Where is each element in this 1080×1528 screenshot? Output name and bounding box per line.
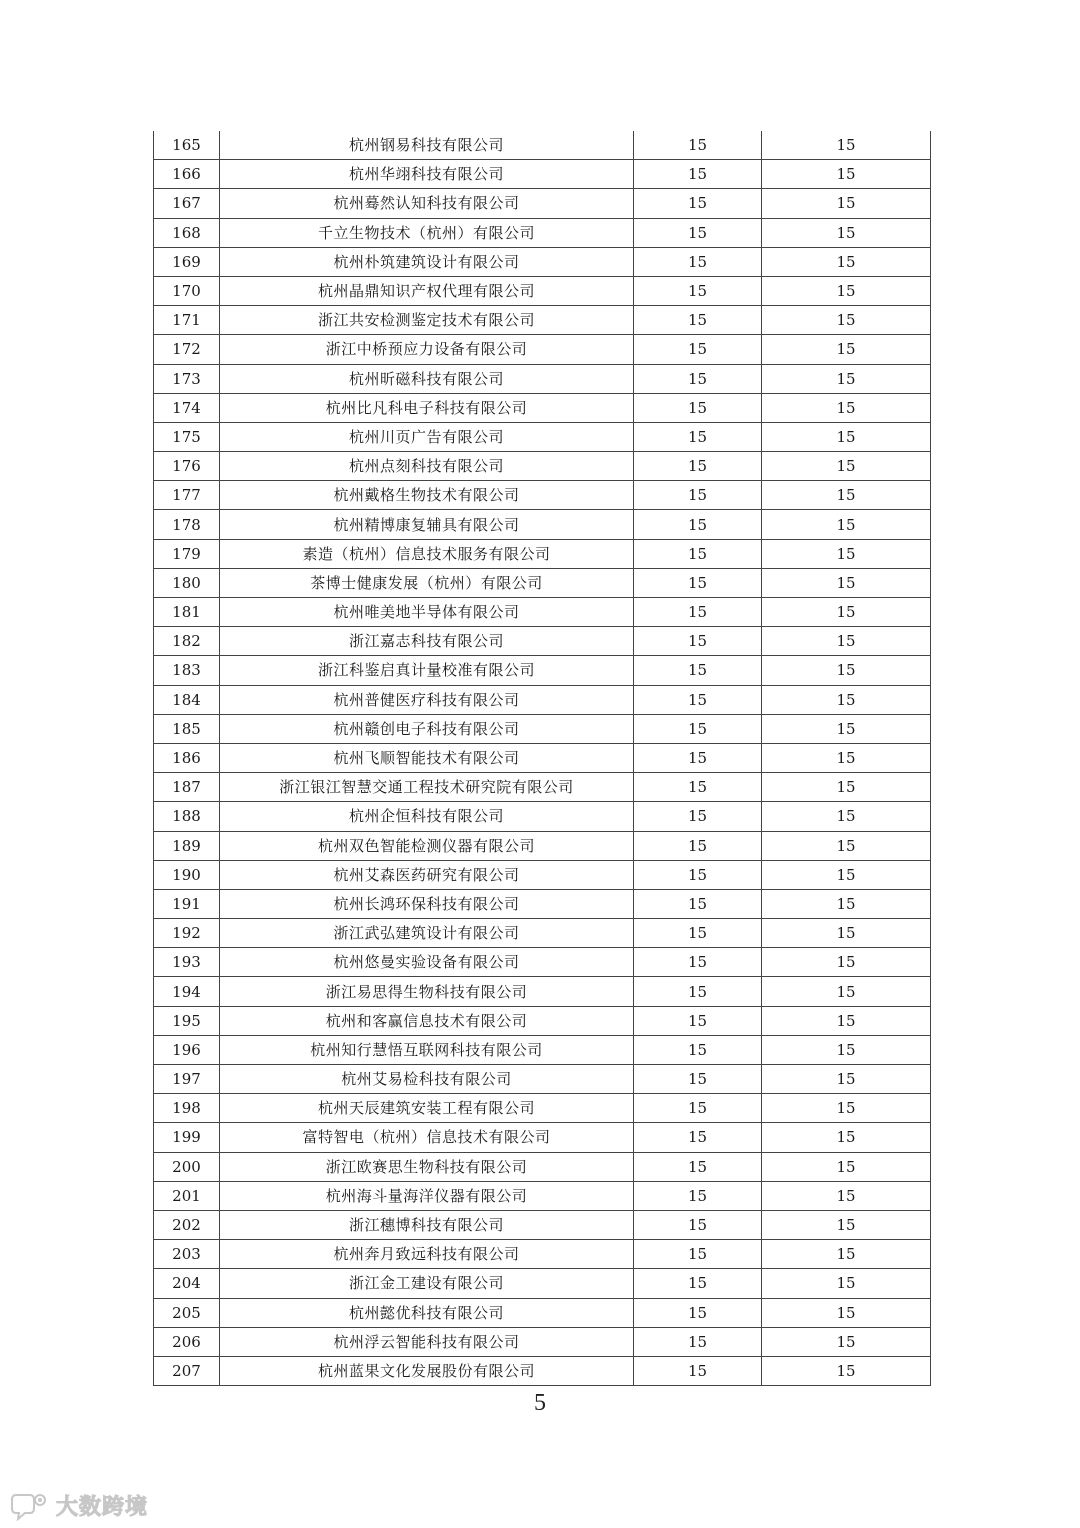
row-number: 206 (154, 1327, 220, 1356)
row-number: 204 (154, 1269, 220, 1298)
score-b: 15 (762, 948, 931, 977)
row-number: 169 (154, 247, 220, 276)
table-row (154, 276, 931, 305)
company-name: 浙江嘉志科技有限公司 (220, 627, 634, 656)
score-b: 15 (762, 685, 931, 714)
score-a: 15 (634, 539, 762, 568)
company-name: 杭州川页广告有限公司 (220, 422, 634, 451)
company-name: 杭州企恒科技有限公司 (220, 802, 634, 831)
table-row (154, 1065, 931, 1094)
table-row (154, 685, 931, 714)
row-number: 178 (154, 510, 220, 539)
company-name: 浙江金工建设有限公司 (220, 1269, 634, 1298)
score-b: 15 (762, 452, 931, 481)
row-number: 201 (154, 1181, 220, 1210)
score-a: 15 (634, 131, 762, 160)
watermark (10, 1490, 148, 1521)
score-a: 15 (634, 510, 762, 539)
score-a: 15 (634, 1035, 762, 1064)
score-b: 15 (762, 860, 931, 889)
score-b: 15 (762, 627, 931, 656)
score-b: 15 (762, 422, 931, 451)
table-row (154, 452, 931, 481)
score-a: 15 (634, 568, 762, 597)
row-number: 196 (154, 1035, 220, 1064)
score-a: 15 (634, 714, 762, 743)
company-table (153, 131, 931, 1386)
table-row (154, 1123, 931, 1152)
row-number: 197 (154, 1065, 220, 1094)
score-b: 15 (762, 1006, 931, 1035)
score-a: 15 (634, 452, 762, 481)
table-row (154, 656, 931, 685)
score-a: 15 (634, 1006, 762, 1035)
company-name: 浙江科鉴启真计量校准有限公司 (220, 656, 634, 685)
score-a: 15 (634, 422, 762, 451)
row-number: 167 (154, 189, 220, 218)
company-name: 杭州唯美地半导体有限公司 (220, 598, 634, 627)
row-number: 200 (154, 1152, 220, 1181)
company-name: 杭州蓝果文化发展股份有限公司 (220, 1356, 634, 1385)
table-row (154, 218, 931, 247)
score-a: 15 (634, 685, 762, 714)
row-number: 176 (154, 452, 220, 481)
company-name: 杭州普健医疗科技有限公司 (220, 685, 634, 714)
table-row (154, 860, 931, 889)
score-b: 15 (762, 218, 931, 247)
row-number: 172 (154, 335, 220, 364)
page-number: 5 (534, 1390, 546, 1416)
row-number: 195 (154, 1006, 220, 1035)
company-name: 杭州海斗量海洋仪器有限公司 (220, 1181, 634, 1210)
row-number: 170 (154, 276, 220, 305)
score-b: 15 (762, 510, 931, 539)
row-number: 165 (154, 131, 220, 160)
score-a: 15 (634, 1356, 762, 1385)
score-b: 15 (762, 335, 931, 364)
table-row (154, 1181, 931, 1210)
row-number: 188 (154, 802, 220, 831)
score-b: 15 (762, 276, 931, 305)
watermark-text: 大数跨境 (56, 1495, 149, 1520)
table-row (154, 714, 931, 743)
table-row (154, 422, 931, 451)
row-number: 193 (154, 948, 220, 977)
table-row (154, 627, 931, 656)
company-name: 杭州钢易科技有限公司 (220, 131, 634, 160)
company-name: 杭州华翊科技有限公司 (220, 160, 634, 189)
table-row (154, 919, 931, 948)
company-name: 浙江共安检测鉴定技术有限公司 (220, 306, 634, 335)
row-number: 198 (154, 1094, 220, 1123)
score-b: 15 (762, 977, 931, 1006)
score-a: 15 (634, 1240, 762, 1269)
company-name: 杭州艾森医药研究有限公司 (220, 860, 634, 889)
score-b: 15 (762, 656, 931, 685)
score-a: 15 (634, 1327, 762, 1356)
score-a: 15 (634, 1094, 762, 1123)
score-b: 15 (762, 364, 931, 393)
row-number: 185 (154, 714, 220, 743)
score-b: 15 (762, 1356, 931, 1385)
score-a: 15 (634, 364, 762, 393)
score-a: 15 (634, 598, 762, 627)
score-b: 15 (762, 306, 931, 335)
score-b: 15 (762, 919, 931, 948)
score-a: 15 (634, 1181, 762, 1210)
row-number: 202 (154, 1210, 220, 1239)
company-name: 杭州浮云智能科技有限公司 (220, 1327, 634, 1356)
row-number: 175 (154, 422, 220, 451)
table-row (154, 773, 931, 802)
company-name: 杭州悠曼实验设备有限公司 (220, 948, 634, 977)
score-b: 15 (762, 831, 931, 860)
score-b: 15 (762, 568, 931, 597)
score-a: 15 (634, 889, 762, 918)
table-row (154, 948, 931, 977)
table-row (154, 1152, 931, 1181)
score-b: 15 (762, 1094, 931, 1123)
score-b: 15 (762, 247, 931, 276)
company-name: 素造（杭州）信息技术服务有限公司 (220, 539, 634, 568)
score-a: 15 (634, 919, 762, 948)
score-b: 15 (762, 1210, 931, 1239)
score-b: 15 (762, 1298, 931, 1327)
company-name: 杭州戴格生物技术有限公司 (220, 481, 634, 510)
score-b: 15 (762, 743, 931, 772)
score-a: 15 (634, 1210, 762, 1239)
table-row (154, 889, 931, 918)
score-b: 15 (762, 1035, 931, 1064)
row-number: 171 (154, 306, 220, 335)
row-number: 194 (154, 977, 220, 1006)
table-row (154, 364, 931, 393)
score-a: 15 (634, 306, 762, 335)
company-name: 杭州艾易检科技有限公司 (220, 1065, 634, 1094)
company-name: 杭州长鸿环保科技有限公司 (220, 889, 634, 918)
company-name: 杭州和客赢信息技术有限公司 (220, 1006, 634, 1035)
score-b: 15 (762, 539, 931, 568)
row-number: 203 (154, 1240, 220, 1269)
score-b: 15 (762, 714, 931, 743)
score-a: 15 (634, 393, 762, 422)
company-name: 千立生物技术（杭州）有限公司 (220, 218, 634, 247)
company-name: 杭州昕磁科技有限公司 (220, 364, 634, 393)
row-number: 199 (154, 1123, 220, 1152)
score-a: 15 (634, 1152, 762, 1181)
row-number: 207 (154, 1356, 220, 1385)
row-number: 191 (154, 889, 220, 918)
score-a: 15 (634, 860, 762, 889)
table-row (154, 1210, 931, 1239)
score-b: 15 (762, 802, 931, 831)
score-b: 15 (762, 598, 931, 627)
score-a: 15 (634, 1298, 762, 1327)
table-row (154, 802, 931, 831)
table-row (154, 598, 931, 627)
company-name: 浙江银江智慧交通工程技术研究院有限公司 (220, 773, 634, 802)
company-name: 杭州双色智能检测仪器有限公司 (220, 831, 634, 860)
company-name: 杭州点刻科技有限公司 (220, 452, 634, 481)
company-name: 杭州朴筑建筑设计有限公司 (220, 247, 634, 276)
chat-bubble-logo-icon (10, 1491, 50, 1521)
table-body (154, 131, 931, 1386)
row-number: 177 (154, 481, 220, 510)
row-number: 192 (154, 919, 220, 948)
table-row (154, 977, 931, 1006)
score-a: 15 (634, 656, 762, 685)
table-row (154, 481, 931, 510)
score-a: 15 (634, 802, 762, 831)
company-name: 杭州赣创电子科技有限公司 (220, 714, 634, 743)
table-row (154, 1356, 931, 1385)
row-number: 205 (154, 1298, 220, 1327)
row-number: 189 (154, 831, 220, 860)
score-a: 15 (634, 276, 762, 305)
score-a: 15 (634, 247, 762, 276)
row-number: 166 (154, 160, 220, 189)
row-number: 174 (154, 393, 220, 422)
table-row (154, 1269, 931, 1298)
score-b: 15 (762, 160, 931, 189)
row-number: 184 (154, 685, 220, 714)
table-row (154, 247, 931, 276)
score-b: 15 (762, 481, 931, 510)
table-row (154, 1298, 931, 1327)
score-a: 15 (634, 948, 762, 977)
company-name: 杭州蓦然认知科技有限公司 (220, 189, 634, 218)
score-b: 15 (762, 1065, 931, 1094)
table-row (154, 393, 931, 422)
table-row (154, 1006, 931, 1035)
company-name: 杭州知行慧悟互联网科技有限公司 (220, 1035, 634, 1064)
score-b: 15 (762, 1327, 931, 1356)
score-b: 15 (762, 773, 931, 802)
company-name: 浙江欧赛思生物科技有限公司 (220, 1152, 634, 1181)
table-row (154, 1094, 931, 1123)
score-b: 15 (762, 1152, 931, 1181)
score-a: 15 (634, 189, 762, 218)
table-row (154, 568, 931, 597)
company-name: 杭州比凡科电子科技有限公司 (220, 393, 634, 422)
company-name: 杭州懿优科技有限公司 (220, 1298, 634, 1327)
score-a: 15 (634, 481, 762, 510)
row-number: 187 (154, 773, 220, 802)
score-a: 15 (634, 743, 762, 772)
score-a: 15 (634, 160, 762, 189)
company-name: 杭州天辰建筑安装工程有限公司 (220, 1094, 634, 1123)
score-a: 15 (634, 1065, 762, 1094)
company-name: 杭州精博康复辅具有限公司 (220, 510, 634, 539)
row-number: 183 (154, 656, 220, 685)
score-a: 15 (634, 335, 762, 364)
table-row (154, 160, 931, 189)
company-name: 浙江易思得生物科技有限公司 (220, 977, 634, 1006)
row-number: 168 (154, 218, 220, 247)
table-row (154, 539, 931, 568)
table-row (154, 831, 931, 860)
score-a: 15 (634, 1123, 762, 1152)
score-b: 15 (762, 1181, 931, 1210)
company-name: 杭州晶鼎知识产权代理有限公司 (220, 276, 634, 305)
row-number: 181 (154, 598, 220, 627)
score-a: 15 (634, 1269, 762, 1298)
score-a: 15 (634, 627, 762, 656)
row-number: 186 (154, 743, 220, 772)
table-row (154, 510, 931, 539)
score-b: 15 (762, 131, 931, 160)
table-row (154, 306, 931, 335)
row-number: 179 (154, 539, 220, 568)
score-b: 15 (762, 1269, 931, 1298)
table-row (154, 743, 931, 772)
table-row (154, 335, 931, 364)
row-number: 182 (154, 627, 220, 656)
table-row (154, 1327, 931, 1356)
company-name: 杭州奔月致远科技有限公司 (220, 1240, 634, 1269)
company-name: 杭州飞顺智能技术有限公司 (220, 743, 634, 772)
table-row (154, 189, 931, 218)
company-name: 浙江穗博科技有限公司 (220, 1210, 634, 1239)
table-row (154, 1240, 931, 1269)
score-a: 15 (634, 773, 762, 802)
score-b: 15 (762, 393, 931, 422)
table-row (154, 131, 931, 160)
score-b: 15 (762, 889, 931, 918)
score-b: 15 (762, 1240, 931, 1269)
score-b: 15 (762, 189, 931, 218)
score-a: 15 (634, 218, 762, 247)
row-number: 173 (154, 364, 220, 393)
company-name: 浙江武弘建筑设计有限公司 (220, 919, 634, 948)
row-number: 190 (154, 860, 220, 889)
score-a: 15 (634, 831, 762, 860)
score-b: 15 (762, 1123, 931, 1152)
row-number: 180 (154, 568, 220, 597)
company-name: 富特智电（杭州）信息技术有限公司 (220, 1123, 634, 1152)
company-name: 茶博士健康发展（杭州）有限公司 (220, 568, 634, 597)
company-name: 浙江中桥预应力设备有限公司 (220, 335, 634, 364)
table-row (154, 1035, 931, 1064)
score-a: 15 (634, 977, 762, 1006)
